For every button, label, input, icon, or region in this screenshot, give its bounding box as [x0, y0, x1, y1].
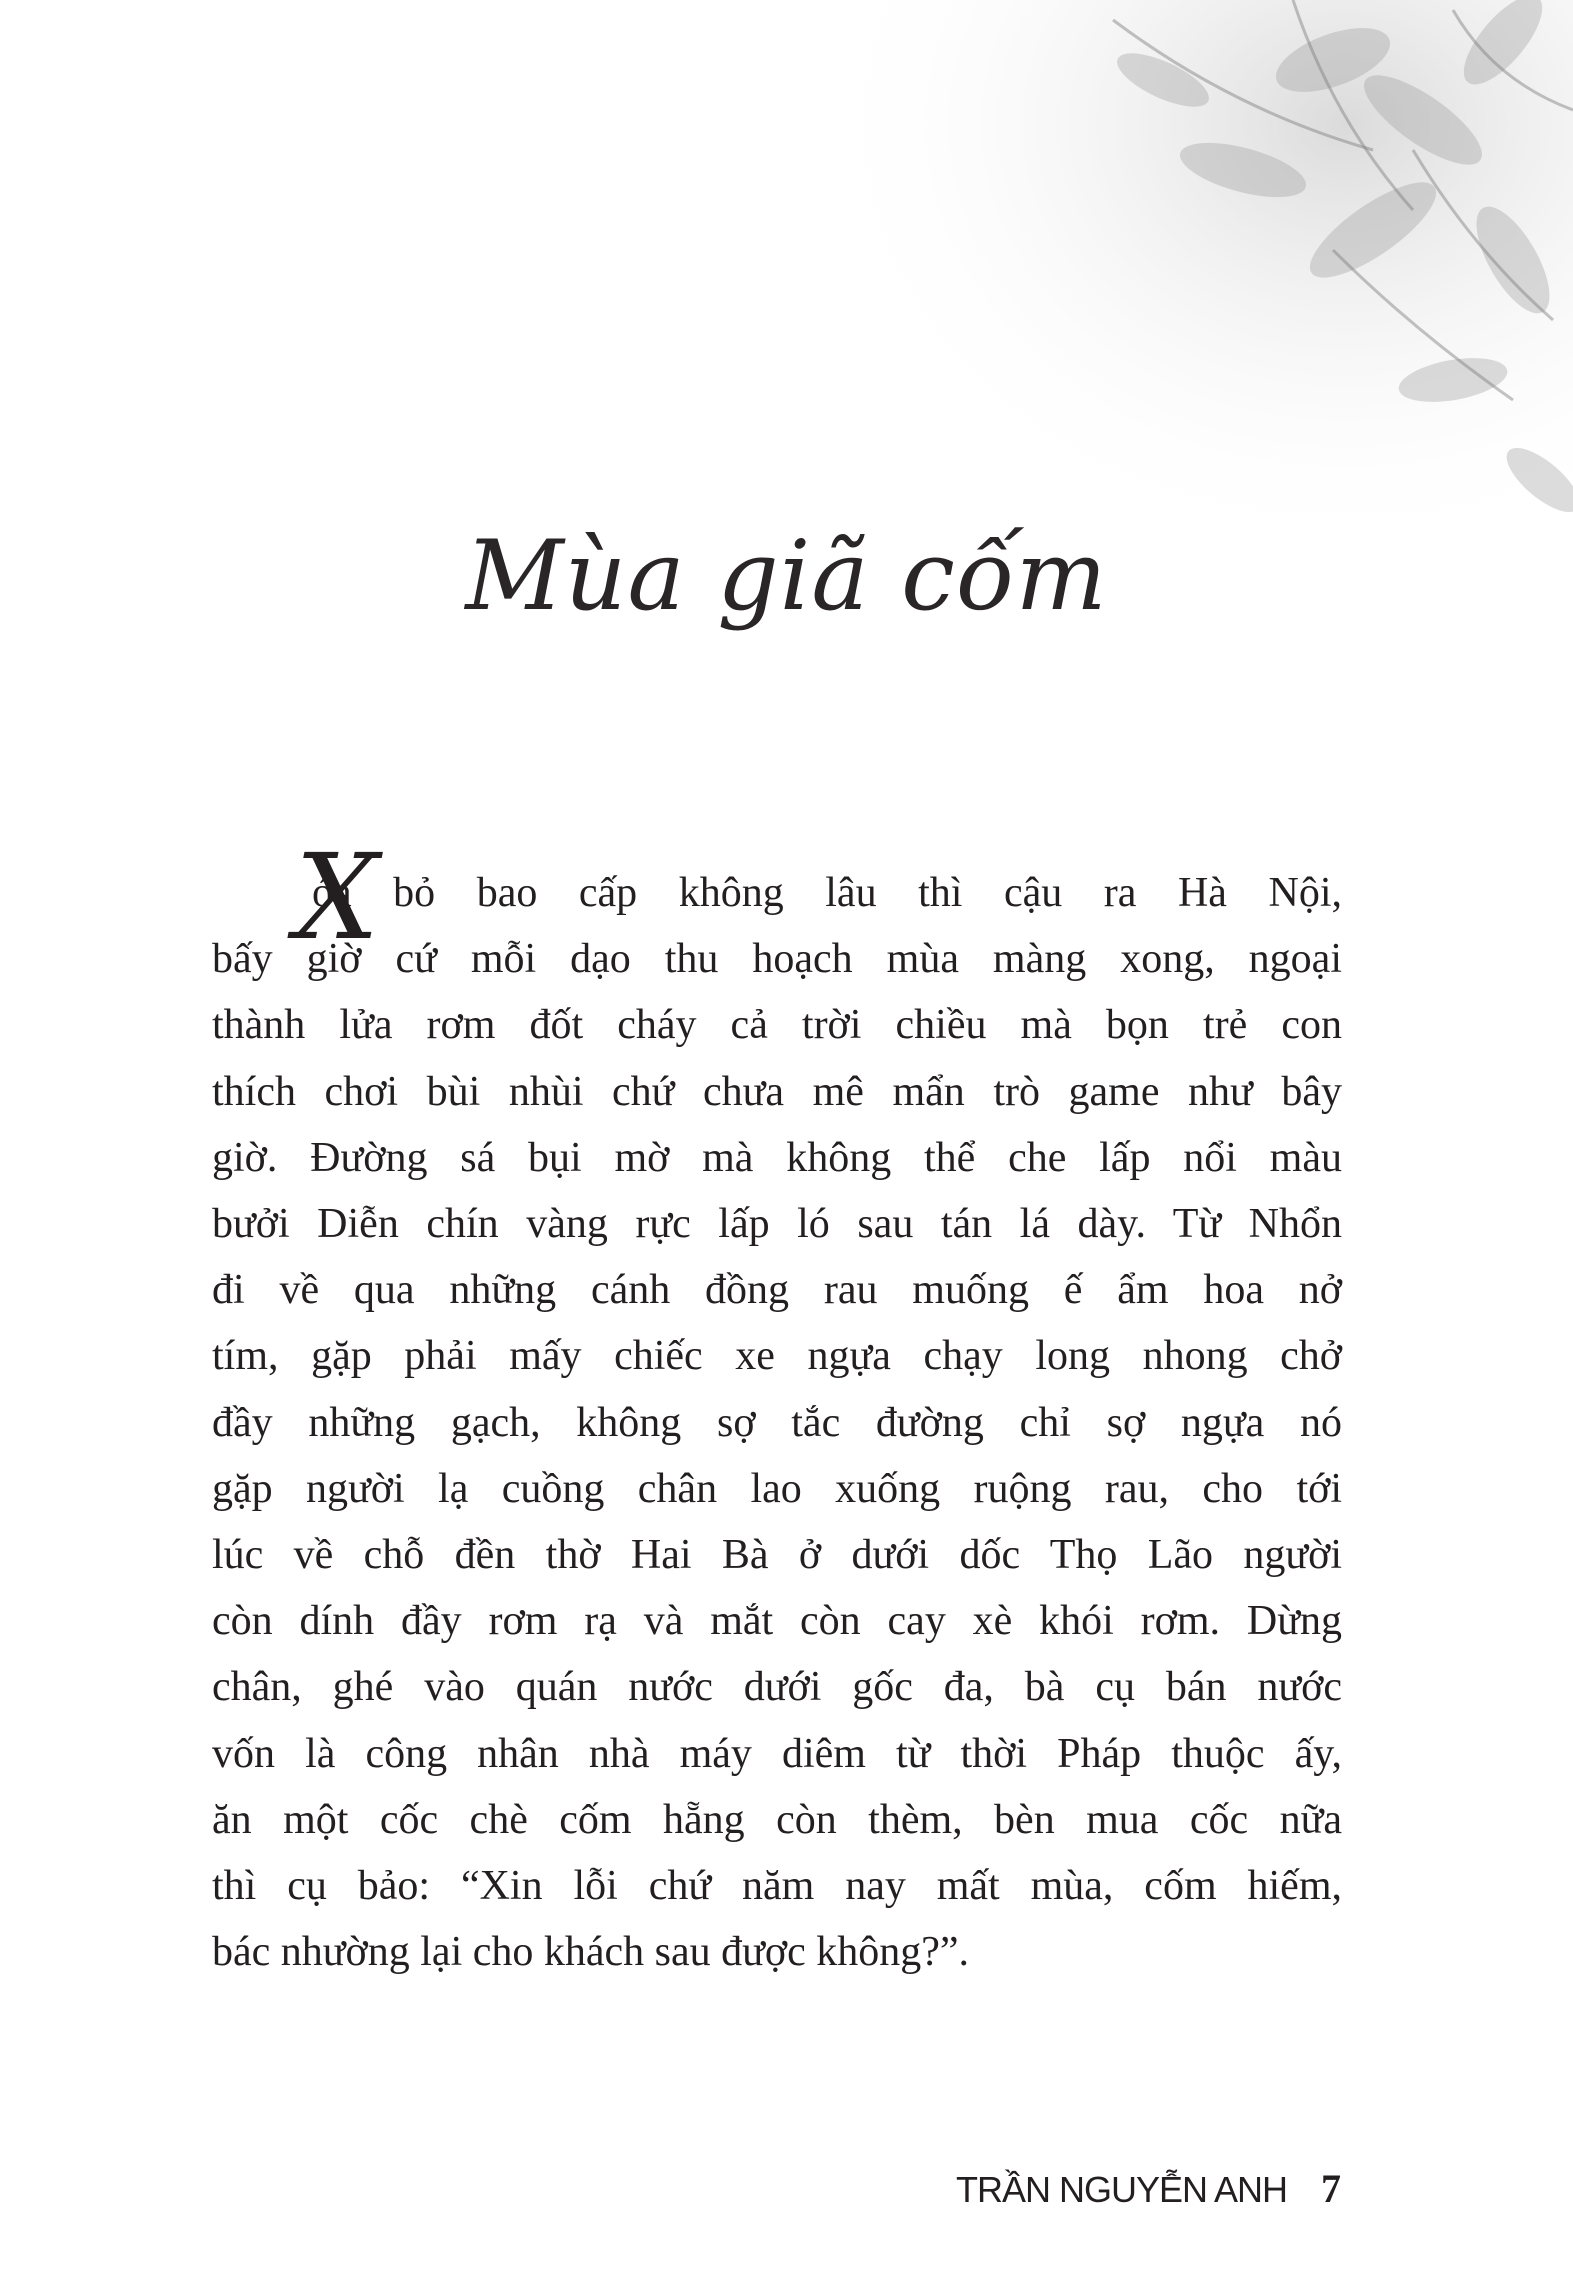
page-footer	[956, 2165, 1341, 2212]
text-line: bác nhường lại cho khách sau được không?”.	[212, 1929, 970, 1976]
chapter-title: Mùa giã cốm	[465, 520, 1108, 632]
page-number: 7	[1321, 2166, 1341, 2211]
text-line: đầy những gạch, không sợ tắc đường chỉ sợ ngựa nó	[212, 1399, 1342, 1446]
body-paragraph	[212, 860, 1342, 1985]
text-line: còn dính đầy rơm rạ và mắt còn cay xè khói rơm. Dừng	[212, 1598, 1342, 1645]
text-line: thì cụ bảo: “Xin lỗi chứ năm nay mất mùa, cốm hiếm,	[212, 1863, 1342, 1910]
text-line: lúc về chỗ đền thờ Hai Bà ở dưới dốc Thọ Lão người	[212, 1532, 1342, 1579]
author-name: TRẦN NGUYỄN ANH	[955, 2169, 1287, 2210]
text-line: đi về qua những cánh đồng rau muống ế ẩm hoa nở	[212, 1267, 1342, 1314]
text-line: óa bỏ bao cấp không lâu thì cậu ra Hà Nội,	[312, 870, 1342, 916]
text-line: giờ. Đường sá bụi mờ mà không thể che lấp nổi màu	[212, 1134, 1342, 1181]
text-line: vốn là công nhân nhà máy diêm từ thời Pháp thuộc ấy,	[212, 1730, 1342, 1777]
text-line: gặp người lạ cuồng chân lao xuống ruộng rau, cho tới	[212, 1465, 1342, 1512]
text-line: tím, gặp phải mấy chiếc xe ngựa chạy long nhong chở	[212, 1333, 1342, 1380]
text-line: thích chơi bùi nhùi chứ chưa mê mẩn trò game như bây	[212, 1068, 1342, 1115]
text-line: bưởi Diễn chín vàng rực lấp ló sau tán lá dày. Từ Nhổn	[212, 1201, 1342, 1248]
drop-cap: X	[295, 828, 380, 966]
text-line: chân, ghé vào quán nước dưới gốc đa, bà cụ bán nước	[212, 1664, 1342, 1711]
text-line: thành lửa rơm đốt cháy cả trời chiều mà bọn trẻ con	[212, 1002, 1342, 1049]
text-line: ăn một cốc chè cốm hẵng còn thèm, bèn mua cốc nữa	[212, 1796, 1342, 1843]
text-line: bấy giờ cứ mỗi dạo thu hoạch mùa màng xong, ngoại	[212, 936, 1342, 983]
